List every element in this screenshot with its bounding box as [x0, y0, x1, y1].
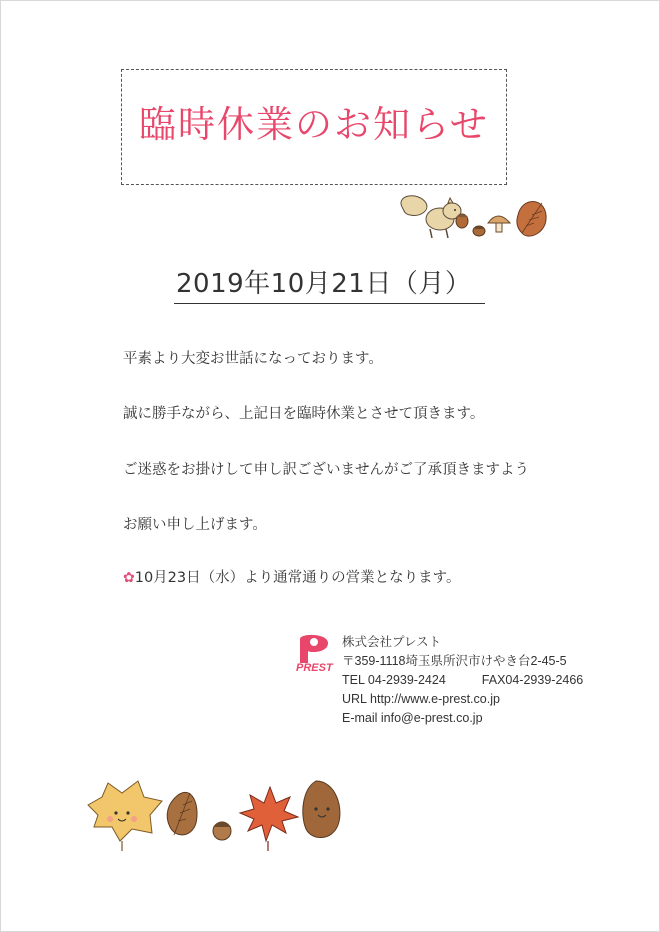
company-name: 株式会社プレスト — [342, 635, 442, 649]
resume-text: 10月23日（水）より通常通りの営業となります。 — [134, 570, 461, 586]
prest-logo — [292, 633, 338, 673]
company-url[interactable]: URL http://www.e-prest.co.jp — [342, 692, 500, 706]
notice-title: 臨時休業のお知らせ — [139, 103, 489, 146]
logo-text: PREST — [296, 662, 333, 673]
company-email[interactable]: E-mail info@e-prest.co.jp — [342, 711, 483, 725]
company-fax: FAX04-2939-2466 — [481, 673, 584, 687]
company-info — [342, 633, 583, 728]
flower-icon: ✿ — [123, 570, 135, 586]
apology-line: ご迷惑をお掛けして申し訳ございませんがご了承頂きますよう — [123, 462, 529, 478]
company-tel: TEL 04-2939-2424 — [342, 673, 446, 687]
title-box — [121, 69, 507, 185]
closure-line: 誠に勝手ながら、上記日を臨時休業とさせて頂きます。 — [123, 406, 485, 422]
request-line: お願い申し上げます。 — [123, 517, 267, 533]
squirrel-acorn-illustration — [396, 193, 552, 245]
resume-line — [123, 568, 460, 588]
company-phone-fax — [342, 671, 583, 690]
greeting-line: 平素より大変お世話になっております。 — [123, 351, 383, 367]
autumn-leaves-illustration — [82, 775, 352, 855]
company-address: 〒359-1118埼玉県所沢市けやき台2-45-5 — [342, 654, 567, 668]
closure-date: 2019年10月21日（月） — [174, 268, 485, 304]
